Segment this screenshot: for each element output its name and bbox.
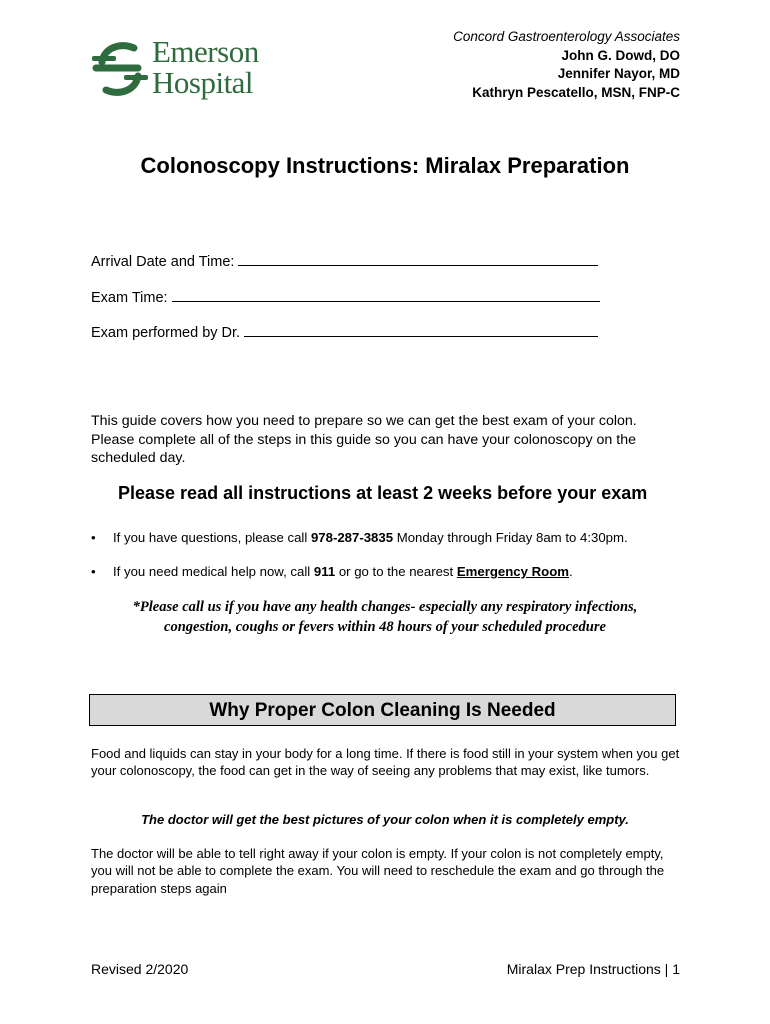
exam-time-blank[interactable] [172,288,600,302]
revision-date: Revised 2/2020 [91,961,189,977]
logo-line-2: Hospital [152,65,254,100]
phone-number: 978-287-3835 [310,530,394,545]
bullet-text: . [569,564,573,579]
note-line-2: congestion, coughs or fevers within 48 hours of your scheduled procedure [164,618,606,635]
provider-name: Jennifer Nayor, MD [557,66,680,81]
bullet-icon: • [91,564,96,579]
section-heading: Why Proper Colon Cleaning Is Needed [89,694,676,726]
exam-time-field [91,288,600,306]
emergency-room-text: Emergency Room [456,564,569,579]
health-changes-note [0,598,770,637]
practice-info [453,28,680,102]
list-item [91,530,628,545]
performed-by-field [91,323,598,341]
list-item [91,564,573,579]
exam-time-label: Exam Time: [91,290,168,306]
read-instructions-heading: Please read all instructions at least 2 weeks before your exam [118,483,648,503]
arrival-label: Arrival Date and Time: [91,254,235,270]
performed-by-label: Exam performed by Dr. [91,325,241,341]
emerson-hospital-logo-icon [90,38,150,100]
page-number: Miralax Prep Instructions | 1 [506,961,680,977]
bullet-icon: • [91,530,96,545]
intro-paragraph: This guide covers how you need to prepare so we can get the best exam of your colon. Please complete all of the steps in this guide so you can have your colonoscopy on the scheduled day. [91,413,637,466]
practice-name: Concord Gastroenterology Associates [453,29,680,44]
reschedule-paragraph: The doctor will be able to tell right away if your colon is empty. If your colon is not completely empty, you will not be able to complete the exam. You will need to reschedule the exam and go through the preparation steps again [91,846,665,896]
provider-name: John G. Dowd, DO [561,47,680,63]
provider-name: Kathryn Pescatello, MSN, FNP-C [472,84,680,100]
hospital-logo [90,36,280,106]
bullet-text: Monday through Friday 8am to 4:30pm. [393,530,628,545]
arrival-field [91,252,598,270]
bullet-text: If you have questions, please call [113,530,311,545]
note-line-1: *Please call us if you have any health changes- especially any respiratory infections, [132,599,638,615]
colon-cleaning-paragraph: Food and liquids can stay in your body for a long time. If there is food still in your system when you get your colonoscopy, the food can get in the way of seeing any problems that may exist, like tumors. [91,746,680,779]
emergency-number: 911 [313,564,336,579]
logo-wordmark [152,36,259,98]
arrival-blank[interactable] [238,252,598,266]
emphasis-statement: The doctor will get the best pictures of your colon when it is completely empty. [141,812,629,827]
logo-line-1: Emerson [152,34,259,69]
performed-by-blank[interactable] [244,323,598,337]
page-title: Colonoscopy Instructions: Miralax Preparation [140,153,630,178]
bullet-text: or go to the nearest [335,564,457,579]
bullet-text: If you need medical help now, call [113,564,314,579]
